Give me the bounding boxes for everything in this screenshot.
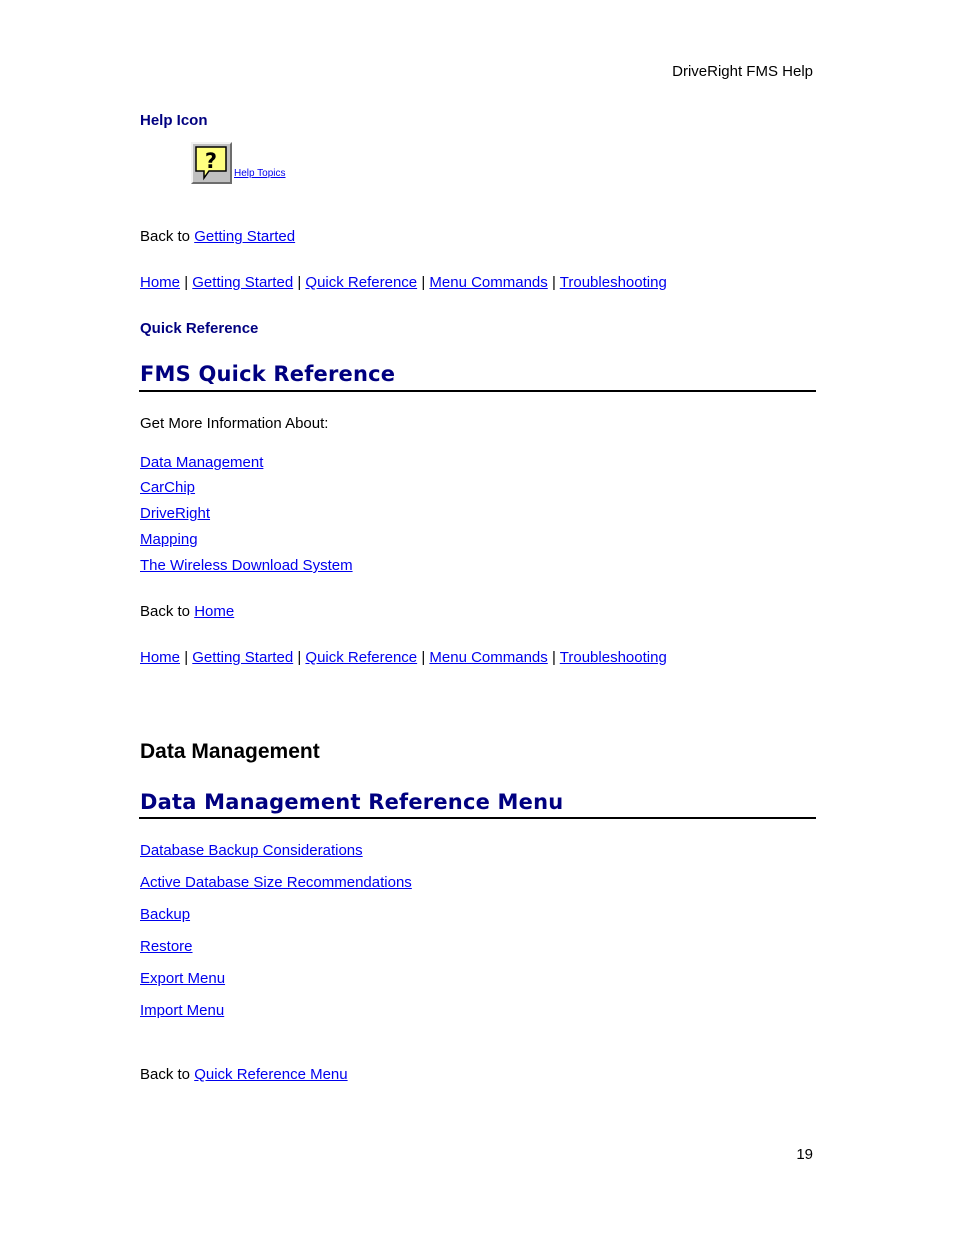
restore-link[interactable]: Restore (140, 938, 193, 955)
mapping-link[interactable]: Mapping (140, 531, 198, 548)
carchip-link[interactable]: CarChip (140, 479, 196, 496)
getting-started-back-link[interactable]: Getting Started (194, 228, 296, 245)
nav-separator: | (184, 649, 189, 666)
page-number: 19 (796, 1146, 813, 1163)
svg-text:?: ? (204, 149, 218, 173)
get-more-info-text: Get More Information About: (140, 415, 329, 432)
nav-separator: | (297, 649, 302, 666)
quick-reference-menu-back-link[interactable]: Quick Reference Menu (194, 1066, 348, 1083)
database-backup-considerations-link[interactable]: Database Backup Considerations (140, 842, 363, 859)
nav-getting-started-link[interactable]: Getting Started (192, 274, 294, 291)
back-to-quick-reference-menu (140, 1066, 348, 1083)
driveright-link[interactable]: DriveRight (140, 505, 211, 522)
help-icon-heading: Help Icon (140, 112, 208, 129)
active-database-size-link[interactable]: Active Database Size Recommendations (140, 874, 412, 891)
nav-quick-reference-link[interactable]: Quick Reference (305, 649, 418, 666)
nav-separator: | (421, 649, 426, 666)
nav-separator: | (421, 274, 426, 291)
nav-quick-reference-link[interactable]: Quick Reference (305, 274, 418, 291)
question-mark-balloon-icon (193, 144, 230, 182)
back-prefix: Back to (140, 603, 191, 620)
back-to-getting-started (140, 228, 295, 245)
back-prefix: Back to (140, 1066, 191, 1083)
nav-separator: | (184, 274, 189, 291)
data-management-heading: Data Management (140, 740, 320, 763)
nav-getting-started-link[interactable]: Getting Started (192, 649, 294, 666)
nav-menu-commands-link[interactable]: Menu Commands (429, 274, 548, 291)
heading-rule (139, 390, 816, 392)
import-menu-link[interactable]: Import Menu (140, 1002, 225, 1019)
nav-separator: | (551, 649, 556, 666)
data-management-reference-menu-heading: Data Management Reference Menu (140, 790, 564, 814)
nav-menu-commands-link[interactable]: Menu Commands (429, 649, 548, 666)
data-management-link[interactable]: Data Management (140, 454, 264, 471)
nav-home-link[interactable]: Home (140, 649, 181, 666)
document-header-title: DriveRight FMS Help (672, 63, 813, 80)
nav-separator: | (551, 274, 556, 291)
nav-troubleshooting-link[interactable]: Troubleshooting (559, 274, 667, 291)
nav-bar-top (140, 274, 667, 291)
export-menu-link[interactable]: Export Menu (140, 970, 226, 987)
quick-reference-subheading: Quick Reference (140, 320, 259, 337)
heading-rule (139, 817, 816, 819)
help-icon-button[interactable] (191, 142, 232, 184)
nav-troubleshooting-link[interactable]: Troubleshooting (559, 649, 667, 666)
backup-link[interactable]: Backup (140, 906, 191, 923)
home-back-link[interactable]: Home (194, 603, 235, 620)
fms-quick-reference-heading: FMS Quick Reference (140, 362, 396, 386)
help-topics-link[interactable]: Help Topics (234, 168, 286, 179)
back-prefix: Back to (140, 228, 191, 245)
nav-separator: | (297, 274, 302, 291)
back-to-home (140, 603, 234, 620)
nav-home-link[interactable]: Home (140, 274, 181, 291)
nav-bar-bottom (140, 649, 667, 666)
wireless-download-system-link[interactable]: The Wireless Download System (140, 557, 353, 574)
